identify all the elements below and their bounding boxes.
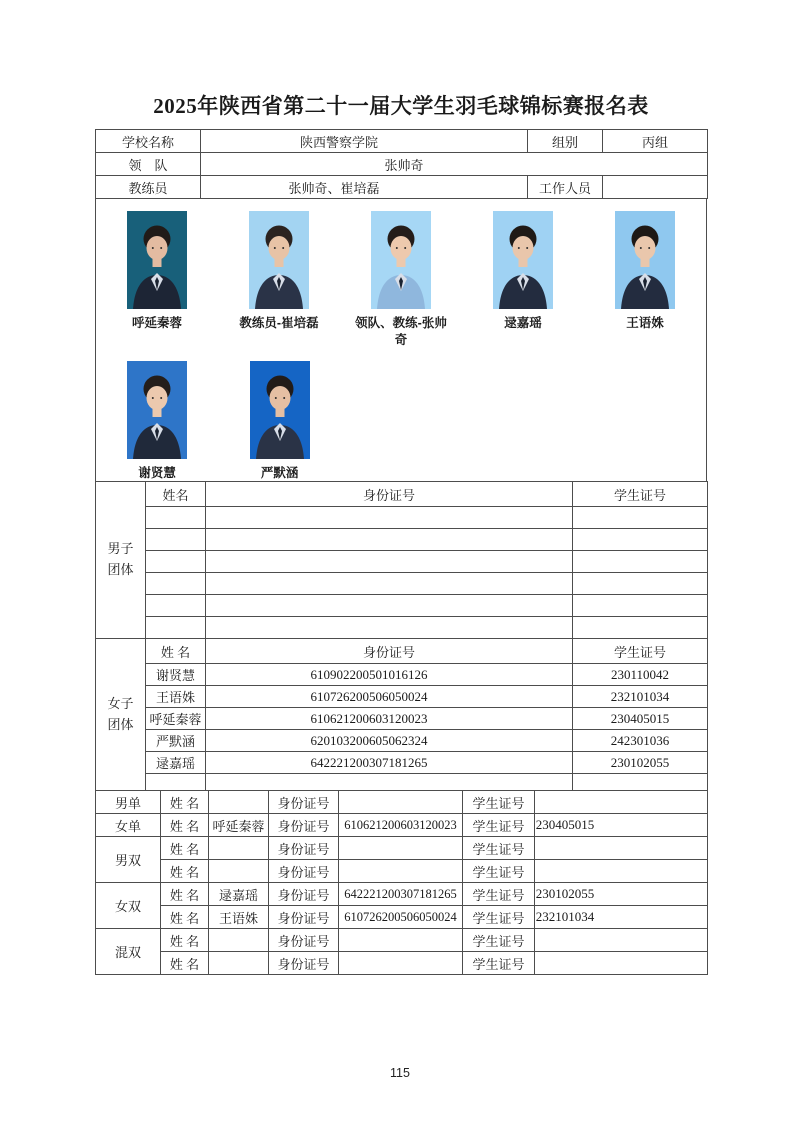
table-row xyxy=(96,176,708,199)
id-cell: 620103200605062324 xyxy=(206,730,573,752)
student-id-header-cell: 学生证号 xyxy=(463,791,535,814)
name-cell: 逯嘉瑶 xyxy=(209,883,269,906)
player-photo xyxy=(105,211,209,332)
student-id-header-cell: 学生证号 xyxy=(463,883,535,906)
id-header-cell: 身份证号 xyxy=(269,837,339,860)
staff-value xyxy=(603,176,708,199)
men-team-label-line1: 男子 xyxy=(107,541,134,557)
player-photo xyxy=(593,211,697,332)
player-photo xyxy=(471,211,575,332)
column-header-student-id: 学生证号 xyxy=(573,482,708,507)
table-header-row xyxy=(96,482,708,507)
player-photo xyxy=(349,211,453,349)
student-id-cell xyxy=(573,507,708,529)
table-row xyxy=(96,952,708,975)
group-value: 丙组 xyxy=(603,130,708,153)
name-cell xyxy=(209,860,269,883)
id-header-cell: 身份证号 xyxy=(269,860,339,883)
photo-row-2 xyxy=(96,361,706,482)
table-row xyxy=(96,814,708,837)
photo-cell xyxy=(96,211,218,349)
coach-label: 教练员 xyxy=(96,176,201,199)
id-cell: 642221200307181265 xyxy=(206,752,573,774)
student-id-cell xyxy=(573,595,708,617)
id-cell: 610726200506050024 xyxy=(206,686,573,708)
group-label: 组别 xyxy=(528,130,603,153)
student-id-cell: 242301036 xyxy=(573,730,708,752)
name-cell xyxy=(209,929,269,952)
photo-cell xyxy=(340,211,462,349)
id-header-cell: 身份证号 xyxy=(269,906,339,929)
student-id-cell: 230405015 xyxy=(535,814,708,837)
women-team-table xyxy=(95,638,708,791)
men-team-section-label xyxy=(96,482,146,639)
table-row xyxy=(96,929,708,952)
name-cell: 王语姝 xyxy=(209,906,269,929)
column-header-id: 身份证号 xyxy=(206,639,573,664)
id-header-cell: 身份证号 xyxy=(269,791,339,814)
table-row xyxy=(96,837,708,860)
name-cell xyxy=(209,837,269,860)
id-cell xyxy=(339,791,463,814)
id-cell xyxy=(206,551,573,573)
table-row xyxy=(96,617,708,639)
column-header-id: 身份证号 xyxy=(206,482,573,507)
student-id-cell: 232101034 xyxy=(535,906,708,929)
column-header-name: 姓 名 xyxy=(146,639,206,664)
school-name-value: 陕西警察学院 xyxy=(201,130,528,153)
table-row xyxy=(96,507,708,529)
id-cell xyxy=(206,573,573,595)
student-id-cell xyxy=(573,573,708,595)
table-row xyxy=(96,664,708,686)
name-header-cell: 姓 名 xyxy=(161,929,209,952)
id-cell xyxy=(339,952,463,975)
name-cell xyxy=(209,791,269,814)
student-id-cell: 230102055 xyxy=(535,883,708,906)
student-id-cell: 230102055 xyxy=(573,752,708,774)
table-row xyxy=(96,791,708,814)
table-row xyxy=(96,686,708,708)
name-cell xyxy=(146,774,206,791)
staff-label: 工作人员 xyxy=(528,176,603,199)
table-row xyxy=(96,551,708,573)
event-label-mens-doubles: 男双 xyxy=(96,837,161,883)
photo-caption: 领队、教练-张帅奇 xyxy=(355,316,447,347)
student-id-header-cell: 学生证号 xyxy=(463,814,535,837)
team-leader-label: 领 队 xyxy=(96,153,201,176)
page-title: 2025年陕西省第二十一届大学生羽毛球锦标赛报名表 xyxy=(153,94,649,118)
student-id-cell xyxy=(535,929,708,952)
student-id-cell xyxy=(535,860,708,883)
name-cell: 呼延秦蓉 xyxy=(146,708,206,730)
name-header-cell: 姓 名 xyxy=(161,791,209,814)
photo-cell xyxy=(218,361,340,482)
name-header-cell: 姓 名 xyxy=(161,906,209,929)
name-cell xyxy=(146,595,206,617)
name-cell: 呼延秦蓉 xyxy=(209,814,269,837)
column-header-student-id: 学生证号 xyxy=(573,639,708,664)
student-id-cell xyxy=(573,774,708,791)
id-cell: 610621200603120023 xyxy=(339,814,463,837)
name-cell: 谢贤慧 xyxy=(146,664,206,686)
women-team-label-line2: 团体 xyxy=(107,716,134,732)
coach-value: 张帅奇、崔培磊 xyxy=(201,176,528,199)
student-id-header-cell: 学生证号 xyxy=(463,837,535,860)
id-cell xyxy=(206,529,573,551)
table-row xyxy=(96,906,708,929)
student-id-cell: 232101034 xyxy=(573,686,708,708)
student-id-cell xyxy=(535,791,708,814)
id-header-cell: 身份证号 xyxy=(269,883,339,906)
team-leader-value: 张帅奇 xyxy=(201,153,708,176)
photo-cell xyxy=(584,211,706,349)
registration-form xyxy=(95,90,707,975)
name-header-cell: 姓 名 xyxy=(161,860,209,883)
event-label-womens-doubles: 女双 xyxy=(96,883,161,929)
events-table xyxy=(95,790,708,975)
name-header-cell: 姓 名 xyxy=(161,814,209,837)
id-cell: 610726200506050024 xyxy=(339,906,463,929)
student-id-header-cell: 学生证号 xyxy=(463,860,535,883)
name-header-cell: 姓 名 xyxy=(161,952,209,975)
table-row xyxy=(96,860,708,883)
photo-caption: 谢贤慧 xyxy=(138,465,176,480)
table-row xyxy=(96,883,708,906)
women-team-section-label xyxy=(96,639,146,791)
page-number: 115 xyxy=(390,1066,410,1080)
photo-row-1 xyxy=(96,211,706,349)
photo-section xyxy=(95,198,707,482)
id-cell xyxy=(206,774,573,791)
event-label-mixed-doubles: 混双 xyxy=(96,929,161,975)
table-row xyxy=(96,130,708,153)
student-id-cell xyxy=(573,529,708,551)
table-header-row xyxy=(96,639,708,664)
student-id-cell xyxy=(535,952,708,975)
photo-cell xyxy=(218,211,340,349)
men-team-label-line2: 团体 xyxy=(107,562,134,577)
name-cell: 逯嘉瑶 xyxy=(146,752,206,774)
id-header-cell: 身份证号 xyxy=(269,952,339,975)
id-cell xyxy=(206,507,573,529)
id-cell xyxy=(339,929,463,952)
photo-cell xyxy=(96,361,218,482)
id-cell: 610621200603120023 xyxy=(206,708,573,730)
student-id-cell xyxy=(573,617,708,639)
id-cell: 642221200307181265 xyxy=(339,883,463,906)
men-team-table xyxy=(95,481,708,639)
event-label-womens-singles: 女单 xyxy=(96,814,161,837)
id-cell: 610902200501016126 xyxy=(206,664,573,686)
id-header-cell: 身份证号 xyxy=(269,814,339,837)
table-row xyxy=(96,153,708,176)
student-id-cell: 230110042 xyxy=(573,664,708,686)
player-photo xyxy=(105,361,209,482)
table-row xyxy=(96,595,708,617)
id-header-cell: 身份证号 xyxy=(269,929,339,952)
id-cell xyxy=(206,617,573,639)
table-row xyxy=(96,708,708,730)
player-photo xyxy=(228,361,332,482)
student-id-header-cell: 学生证号 xyxy=(463,929,535,952)
photo-caption: 严默涵 xyxy=(260,465,299,480)
school-info-table xyxy=(95,129,708,199)
table-row xyxy=(96,730,708,752)
id-cell xyxy=(339,837,463,860)
id-cell xyxy=(206,595,573,617)
id-cell xyxy=(339,860,463,883)
column-header-name: 姓名 xyxy=(146,482,206,507)
name-cell xyxy=(146,573,206,595)
photo-cell xyxy=(462,211,584,349)
name-header-cell: 姓 名 xyxy=(161,837,209,860)
table-row xyxy=(96,573,708,595)
name-cell: 王语姝 xyxy=(146,686,206,708)
student-id-cell: 230405015 xyxy=(573,708,708,730)
school-name-label: 学校名称 xyxy=(96,130,201,153)
event-label-mens-singles: 男单 xyxy=(96,791,161,814)
name-cell xyxy=(146,617,206,639)
name-cell xyxy=(146,529,206,551)
photo-caption: 王语姝 xyxy=(626,316,664,330)
student-id-header-cell: 学生证号 xyxy=(463,952,535,975)
table-row xyxy=(96,752,708,774)
student-id-cell xyxy=(535,837,708,860)
name-cell xyxy=(146,507,206,529)
name-cell xyxy=(209,952,269,975)
photo-caption: 逯嘉瑶 xyxy=(504,316,542,330)
women-team-label-line1: 女子 xyxy=(107,695,134,711)
name-cell xyxy=(146,551,206,573)
player-photo xyxy=(227,211,331,332)
name-header-cell: 姓 名 xyxy=(161,883,209,906)
photo-caption: 教练员-崔培磊 xyxy=(239,316,319,330)
name-cell: 严默涵 xyxy=(146,730,206,752)
student-id-header-cell: 学生证号 xyxy=(463,906,535,929)
photo-caption: 呼延秦蓉 xyxy=(131,316,182,330)
table-row xyxy=(96,774,708,791)
student-id-cell xyxy=(573,551,708,573)
table-row xyxy=(96,529,708,551)
